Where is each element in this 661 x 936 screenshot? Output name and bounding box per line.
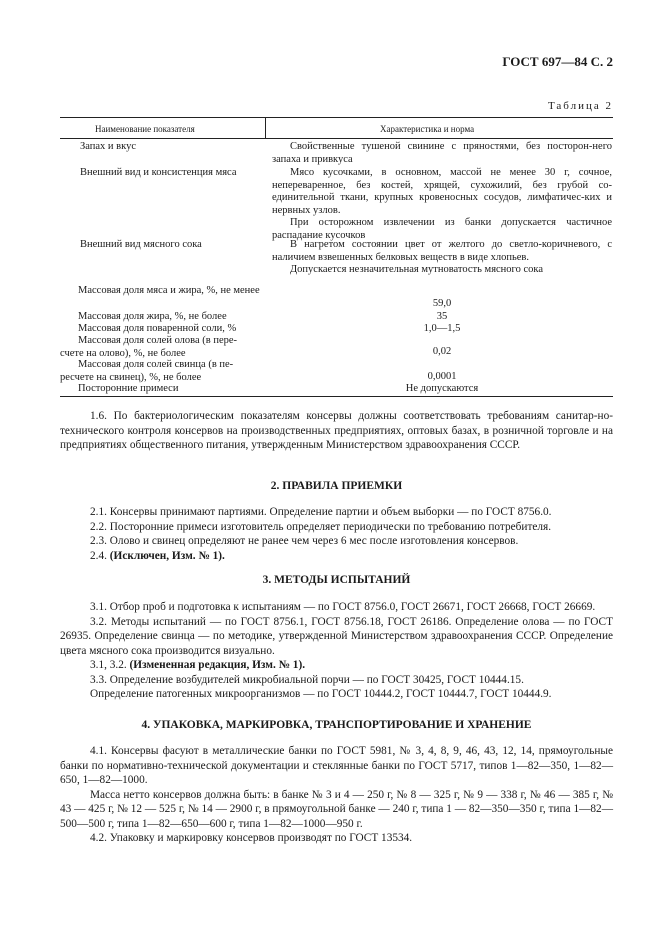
section-4-title: 4. УПАКОВКА, МАРКИРОВКА, ТРАНСПОРТИРОВАНИЕ И ХРАНЕНИЕ — [141, 719, 532, 731]
row-label: Внешний вид мясного сока — [80, 239, 202, 250]
paragraph: 3.1. Отбор проб и подготовка к испытаниям — по ГОСТ 8756.0, ГОСТ 26671, ГОСТ 26668, ГОСТ 26669. — [90, 601, 596, 613]
row-label: Массовая доля жира, %, не более — [78, 311, 227, 322]
row-value: 1,0—1,5 — [423, 323, 461, 334]
row-label: Массовая доля мяса и жира, %, не менее — [78, 285, 260, 296]
row-value: Свойственные тушеной свинине с пряностями, без посторон-него запаха и привкуса — [272, 141, 612, 165]
paragraph-1-6: 1.6. По бактериологическим показателям консервы должны соответствовать требованиям санитар-но-технического контроля консервов на производственных предприятиях, оптовых базах, в розничной торговле и на предприятиях общественного питания, утвержденным Министерством здравоохранения СССР. — [60, 410, 613, 451]
table-number: Таблица 2 — [547, 100, 613, 112]
table-bottom-rule — [60, 396, 613, 397]
column-header-norm: Характеристика и норма — [380, 124, 475, 134]
paragraph: 3.1, 3.2. (Измененная редакция, Изм. № 1). — [90, 659, 306, 671]
paragraph: 3.2. Методы испытаний — по ГОСТ 8756.1, ГОСТ 8756.18, ГОСТ 26186. Определение олова — по ГОСТ 26935. Определение свинца — по методике, утвержденной Министерством здравоохранения СССР. Определение цвета мясного сока производится визуально. — [60, 615, 613, 657]
section-2-title: 2. ПРАВИЛА ПРИЕМКИ — [270, 480, 403, 492]
quality-table — [60, 117, 613, 394]
row-label: Массовая доля поваренной соли, % — [78, 323, 237, 334]
row-value-note: Допускается незначительная мутноватость мясного сока — [290, 264, 543, 275]
column-header-name: Наименование показателя — [95, 124, 195, 134]
row-value: Не допускаются — [405, 383, 479, 394]
table-header — [60, 117, 613, 139]
row-value: 35 — [436, 311, 448, 322]
paragraph: 4.1. Консервы фасуют в металлические банки по ГОСТ 5981, № 3, 4, 8, 9, 46, 43, 12, 14, прямоугольные банки по нормативно-технической документации и стеклянные банки по ГОСТ 5717, типов 1—82—350, 1—82—650, 1—82—1000. — [60, 745, 613, 786]
row-label: Запах и вкус — [80, 141, 137, 152]
section-4-body — [60, 744, 613, 846]
row-value: В нагретом состоянии цвет от желтого до светло-коричневого, с наличием взвешенных белковых веществ в виде хлопьев. — [272, 239, 612, 263]
row-value: 0,0001 — [427, 371, 457, 382]
row-label: Посторонние примеси — [78, 383, 179, 394]
paragraph: Масса нетто консервов должна быть: в банке № 3 и 4 — 250 г, № 8 — 325 г, № 9 — 338 г, № 46 — 385 г, № 43 — 425 г, № 12 — 525 г, № 14 — 2900 г, в прямоугольной банке — 240 г, типа 1 — 82—350—350 г, типа 1—82—500—500 г, типа 1—82—650—600 г, типа 1—82—1000—950 г. — [60, 788, 613, 830]
paragraph: Определение патогенных микроорганизмов — по ГОСТ 10444.2, ГОСТ 10444.7, ГОСТ 10444.9. — [90, 688, 552, 700]
paragraph: 2.1. Консервы принимают партиями. Определение партии и объем выборки — по ГОСТ 8756.0. — [90, 506, 552, 518]
paragraph: 3.3. Определение возбудителей микробиальной порчи — по ГОСТ 30425, ГОСТ 10444.15. — [90, 673, 524, 686]
row-label: Внешний вид и консистенция мяса — [80, 167, 237, 178]
section-3-body — [60, 600, 613, 702]
page-header: ГОСТ 697—84 С. 2 — [502, 54, 613, 69]
row-label: Массовая доля солей олова (в пере-счете на олово), %, не более — [60, 335, 238, 359]
paragraph: 2.4. (Исключен, Изм. № 1). — [90, 549, 225, 562]
row-value: Мясо кусочками, в основном, массой не менее 30 г, сочное, непереваренное, без костей, хрящей, сухожилий, без грубой со-единительной ткани, крупных кровеносных сосудов, лимфатичес-ких и нервных узлов. — [272, 167, 612, 216]
paragraph: 2.3. Олово и свинец определяют не ранее чем через 6 мес после изготовления консервов. — [90, 535, 519, 547]
paragraph: 2.2. Посторонние примеси изготовитель определяет периодически по требованию потребителя. — [90, 520, 552, 533]
row-value: 0,02 — [432, 346, 452, 357]
row-label: Массовая доля солей свинца (в пе-ресчете на свинец), %, не более — [60, 359, 234, 383]
row-value-note: При осторожном извлечении из банки допускается частичное распадание кусочков — [272, 217, 612, 241]
section-2-body — [60, 505, 613, 563]
row-value: 59,0 — [432, 298, 452, 309]
paragraph: 4.2. Упаковку и маркировку консервов производят по ГОСТ 13534. — [90, 832, 413, 844]
section-3-title: 3. МЕТОДЫ ИСПЫТАНИЙ — [262, 574, 411, 586]
